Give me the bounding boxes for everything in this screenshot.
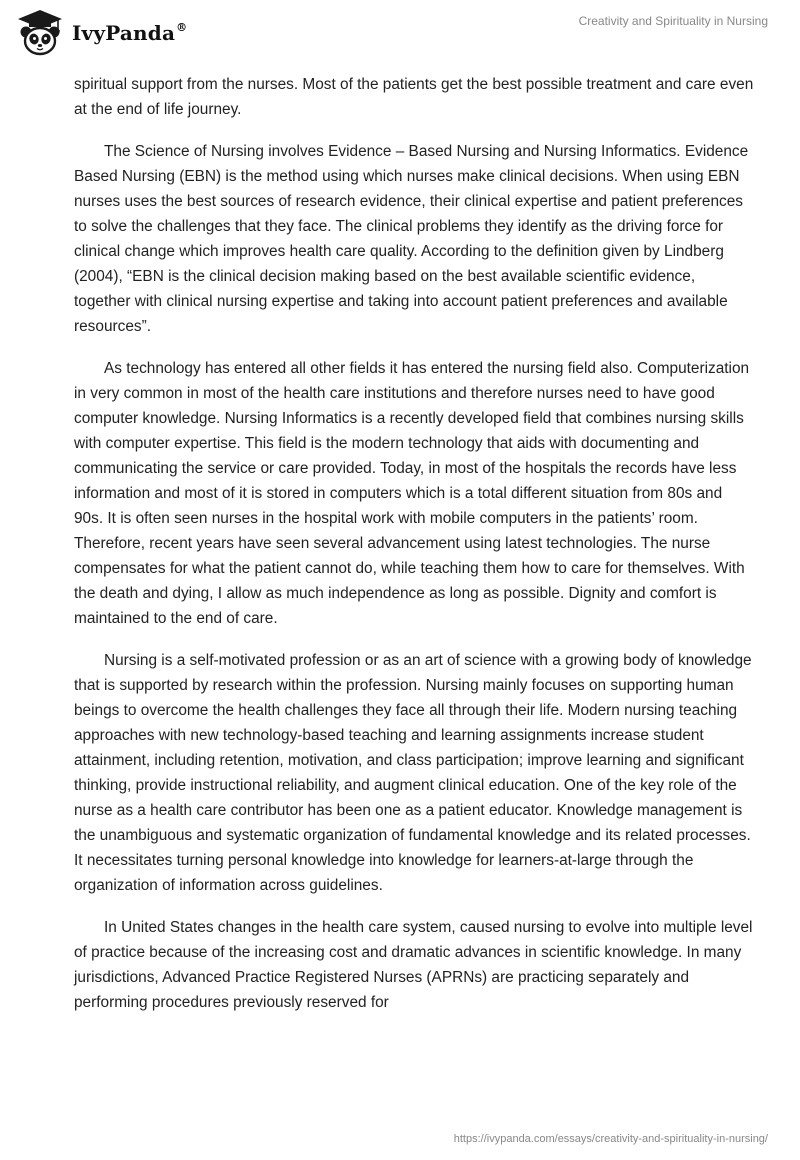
source-url-link[interactable]: https://ivypanda.com/essays/creativity-and-spirituality-in-nursing/: [453, 1133, 768, 1145]
paragraph: As technology has entered all other fields it has entered the nursing field also. Computerization in very common in most of the health care institutions and therefore nurses need to have good computer knowledge. Nursing Informatics is a recently developed field that combines nursing skills with computer expertise. This field is the modern technology that aids with documenting and communicating the service or care provided. Today, in most of the hospitals the records have less information and most of it is stored in computers which is a total different situation from 80s and 90s. It is often seen nurses in the hospital work with mobile computers in the patients’ room. Therefore, recent years have seen several advancement using latest technologies. The nurse compensates for what the patient cannot do, while teaching them how to care for themselves. With the death and dying, I allow as much independence as long as possible. Dignity and comfort is maintained to the end of care.: [74, 360, 750, 627]
paragraph: spiritual support from the nurses. Most of the patients get the best possible treatment and care even at the end of life journey.: [74, 76, 754, 118]
paragraph: In United States changes in the health care system, caused nursing to evolve into multiple level of practice because of the increasing cost and dramatic advances in scientific knowledge. In many jurisdictions, Advanced Practice Registered Nurses (APRNs) are practicing separately and performing procedures previously reserved for: [74, 919, 753, 1011]
brand-name-text: IvyPanda: [72, 21, 176, 45]
essay-body: [74, 72, 754, 1032]
document-title: Creativity and Spirituality in Nursing: [578, 14, 768, 28]
registered-mark: ®: [176, 21, 188, 34]
brand-logo[interactable]: [14, 8, 187, 58]
panda-graduate-logo-icon: [14, 8, 66, 58]
brand-name: [72, 21, 187, 45]
paragraph: Nursing is a self-motivated profession or as an art of science with a growing body of knowledge that is supported by research within the profession. Nursing mainly focuses on supporting human beings to overcome the health challenges they face all through their life. Modern nursing teaching approaches with new technology-based teaching and learning assignments increase student attainment, including retention, motivation, and class participation; improve learning and significant thinking, provide instructional reliability, and augment clinical education. One of the key role of the nurse as a health care contributor has been one as a patient educator. Knowledge management is the unambiguous and systematic organization of fundamental knowledge and its related processes. It necessitates turning personal knowledge into knowledge for learners-at-large through the organization of information across guidelines.: [74, 652, 752, 894]
page-header: [0, 0, 800, 64]
paragraph: The Science of Nursing involves Evidence – Based Nursing and Nursing Informatics. Evidence Based Nursing (EBN) is the method using which nurses make clinical decisions. When using EBN nurses uses the best sources of research evidence, their clinical expertise and patient preferences to solve the challenges that they face. The clinical problems they identify as the driving force for clinical change which improves health care quality. According to the definition given by Lindberg (2004), “EBN is the clinical decision making based on the best available scientific evidence, together with clinical nursing expertise and taking into account patient preferences and available resources”.: [74, 143, 749, 335]
